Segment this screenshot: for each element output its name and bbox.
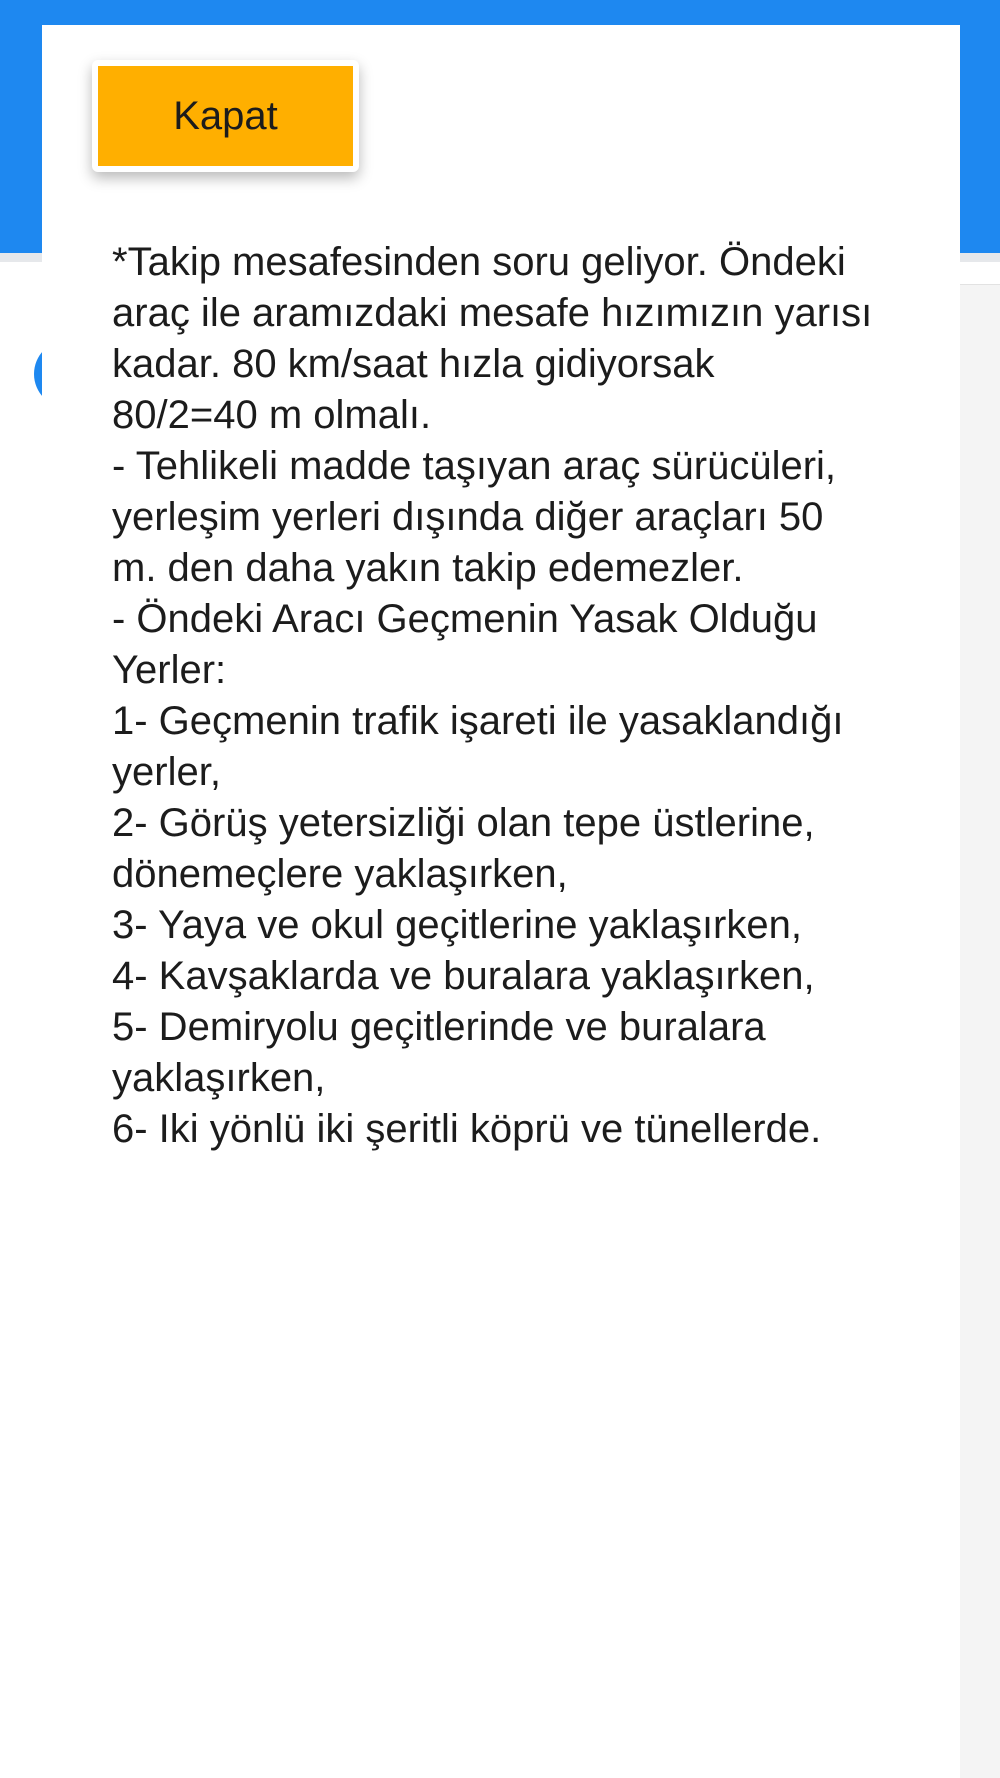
- text-line: Yerler:: [112, 648, 227, 692]
- text-line: - Tehlikeli madde taşıyan araç sürücüleri,: [112, 444, 837, 488]
- explanation-text: [112, 237, 960, 1155]
- text-line: m. den daha yakın takip edemezler.: [112, 546, 744, 590]
- text-line: 3- Yaya ve okul geçitlerine yaklaşırken,: [112, 903, 802, 947]
- text-line: araç ile aramızdaki mesafe hızımızın yarısı: [112, 291, 873, 335]
- text-line: 1- Geçmenin trafik işareti ile yasaklandığı: [112, 699, 844, 743]
- text-line: 6- Iki yönlü iki şeritli köprü ve tünellerde.: [112, 1107, 822, 1151]
- text-line: yerleşim yerleri dışında diğer araçları 50: [112, 495, 824, 539]
- text-line: dönemeçlere yaklaşırken,: [112, 852, 568, 896]
- text-line: 2- Görüş yetersizliği olan tepe üstlerine,: [112, 801, 815, 845]
- text-line: - Öndeki Aracı Geçmenin Yasak Olduğu: [112, 597, 818, 641]
- text-line: 80/2=40 m olmalı.: [112, 393, 432, 437]
- text-line: kadar. 80 km/saat hızla gidiyorsak: [112, 342, 715, 386]
- text-line: yaklaşırken,: [112, 1056, 326, 1100]
- text-line: *Takip mesafesinden soru geliyor. Öndeki: [112, 240, 846, 284]
- text-line: 4- Kavşaklarda ve buralara yaklaşırken,: [112, 954, 815, 998]
- info-modal: [42, 25, 960, 1778]
- text-line: 5- Demiryolu geçitlerinde ve buralara: [112, 1005, 766, 1049]
- text-line: yerler,: [112, 750, 221, 794]
- background-side-panel: [958, 284, 1000, 1778]
- close-button[interactable]: Kapat: [92, 60, 359, 172]
